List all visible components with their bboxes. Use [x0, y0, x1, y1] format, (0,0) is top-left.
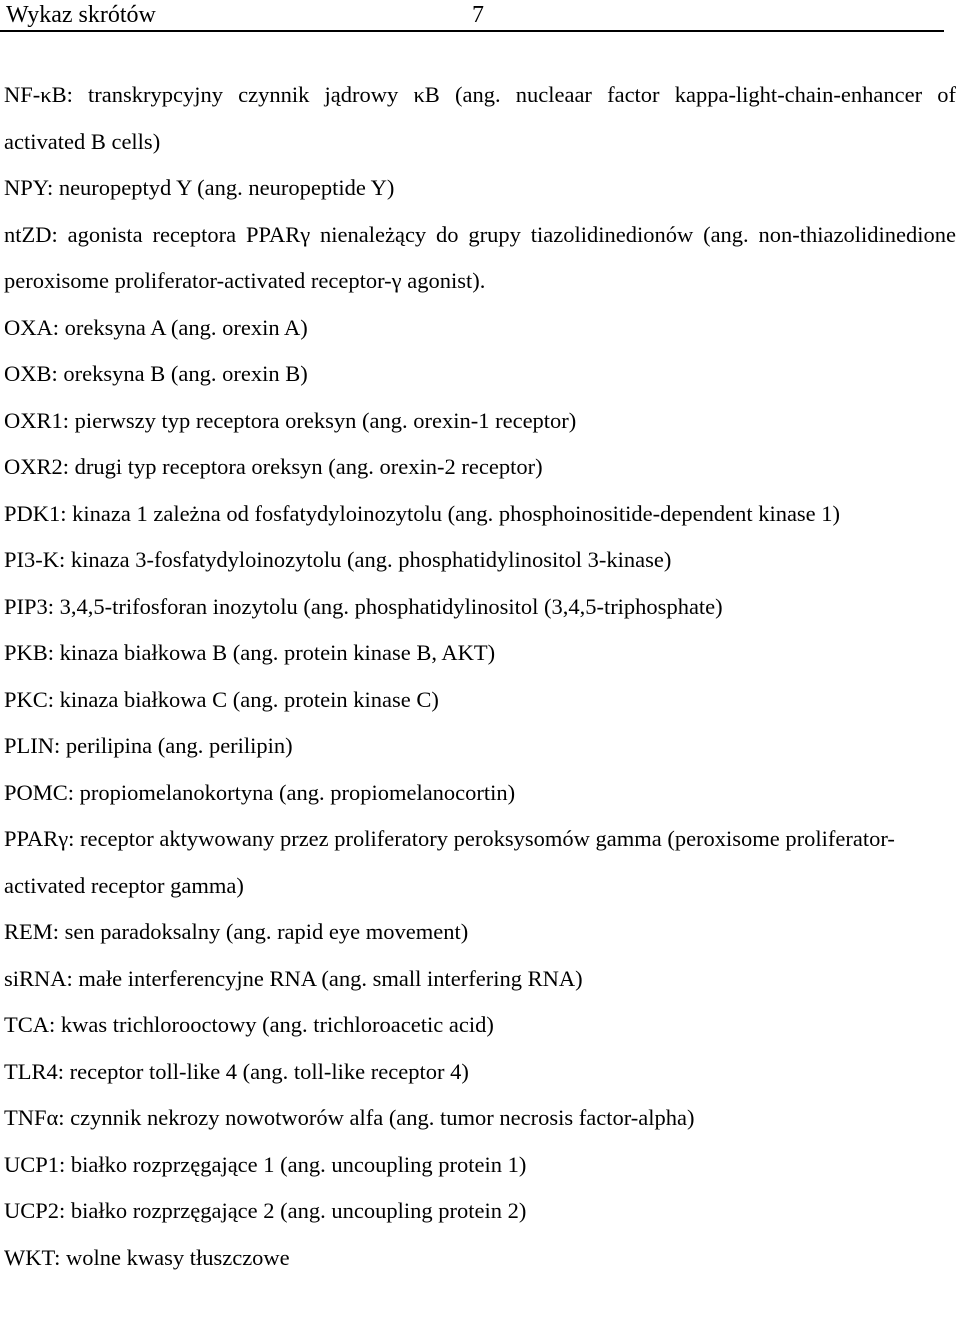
abbreviation-entry: OXA: oreksyna A (ang. orexin A) [4, 314, 308, 340]
page-number: 7 [472, 2, 484, 28]
abbreviation-entry: PLIN: perilipina (ang. perilipin) [4, 733, 293, 758]
abbreviation-entry: TNFα: czynnik nekrozy nowotworów alfa (ang. tumor necrosis factor-alpha) [4, 1105, 695, 1130]
abbreviation-entry: ntZD: agonista receptora PPARγ nienależący do grupy tiazolidinedionów (ang. non-thiazolidinedione peroxisome proliferator-activated receptor-γ agonist). [4, 221, 956, 293]
header-title: Wykaz skrótów [6, 2, 156, 28]
abbreviation-entry: PI3-K: kinaza 3-fosfatydyloinozytolu (ang. phosphatidylinositol 3-kinase) [4, 547, 672, 572]
abbreviation-entry: PDK1: kinaza 1 zależna od fosfatydyloinozytolu (ang. phosphoinositide-dependent kinase 1) [4, 500, 841, 526]
abbreviation-entry: PKB: kinaza białkowa B (ang. protein kinase B, AKT) [4, 640, 496, 665]
abbreviation-entry: TLR4: receptor toll-like 4 (ang. toll-like receptor 4) [4, 1058, 469, 1084]
abbreviation-list [4, 72, 956, 1281]
abbreviation-entry: REM: sen paradoksalny (ang. rapid eye movement) [4, 919, 469, 944]
abbreviation-entry: TCA: kwas trichlorooctowy (ang. trichloroacetic acid) [4, 1012, 494, 1037]
abbreviation-entry: OXB: oreksyna B (ang. orexin B) [4, 361, 308, 386]
abbreviation-entry: OXR2: drugi typ receptora oreksyn (ang. orexin-2 receptor) [4, 454, 543, 479]
abbreviation-entry: NPY: neuropeptyd Y (ang. neuropeptide Y) [4, 175, 395, 200]
abbreviation-entry: UCP2: białko rozprzęgające 2 (ang. uncoupling protein 2) [4, 1198, 527, 1223]
abbreviation-entry: PPARγ: receptor aktywowany przez proliferatory peroksysomów gamma (peroxisome proliferator-activated receptor gamma) [4, 826, 895, 898]
abbreviation-entry: WKT: wolne kwasy tłuszczowe [4, 1244, 290, 1270]
abbreviation-entry: POMC: propiomelanokortyna (ang. propiomelanocortin) [4, 779, 516, 805]
abbreviation-entry: PIP3: 3,4,5-trifosforan inozytolu (ang. phosphatidylinositol (3,4,5-triphosphate) [4, 593, 723, 619]
abbreviation-entry: OXR1: pierwszy typ receptora oreksyn (ang. orexin-1 receptor) [4, 407, 577, 433]
page-header [0, 0, 944, 32]
abbreviation-entry: siRNA: małe interferencyjne RNA (ang. small interfering RNA) [4, 965, 583, 991]
abbreviation-entry: NF-κB: transkrypcyjny czynnik jądrowy κB (ang. nucleaar factor kappa-light-chain-enhancer of activated B cells) [4, 82, 956, 154]
abbreviation-entry: PKC: kinaza białkowa C (ang. protein kinase C) [4, 686, 439, 712]
abbreviation-entry: UCP1: białko rozprzęgające 1 (ang. uncoupling protein 1) [4, 1151, 527, 1177]
